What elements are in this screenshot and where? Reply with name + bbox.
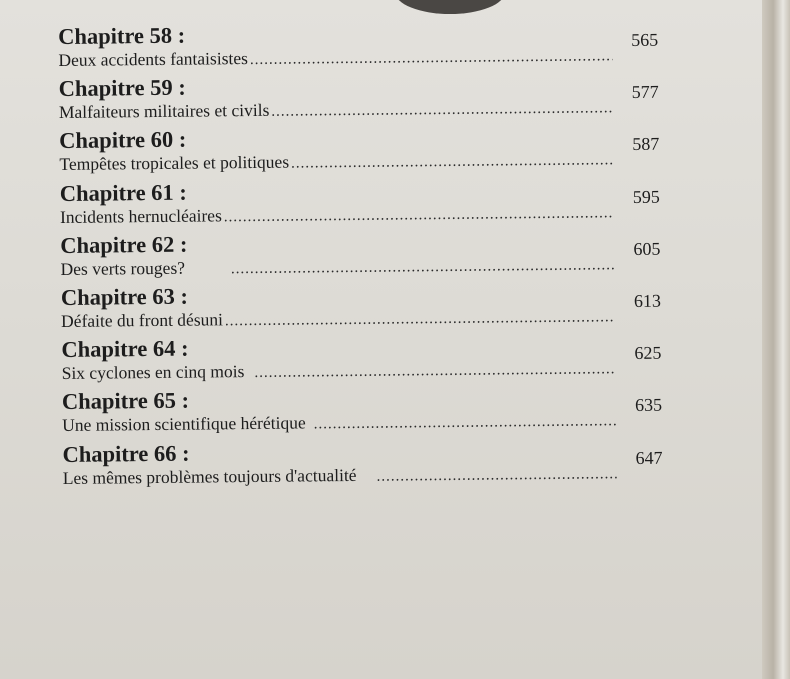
chapter-title: Malfaiteurs militaires et civils — [58, 99, 270, 123]
page-number: 587 — [632, 134, 660, 155]
chapter-label: Chapitre 64 : — [61, 335, 189, 363]
toc-entry — [61, 279, 662, 337]
toc-entry — [61, 331, 662, 389]
dot-leader — [231, 255, 615, 279]
page-number: 565 — [631, 29, 659, 50]
page-number: 595 — [632, 186, 660, 207]
chapter-label: Chapitre 59 : — [58, 74, 186, 102]
dot-leader — [376, 464, 616, 487]
page-number: 605 — [633, 238, 661, 259]
toc-entry — [60, 226, 661, 284]
chapter-label: Chapitre 58 : — [58, 22, 186, 49]
toc-entry — [59, 122, 660, 180]
chapter-label: Chapitre 62 : — [60, 231, 188, 258]
chapter-title: Incidents hernucléaires — [59, 204, 222, 227]
chapter-title: Une mission scientifique hérétique — [62, 412, 306, 436]
dot-leader — [314, 411, 617, 434]
chapter-title: Les mêmes problèmes toujours d'actualité — [62, 464, 357, 488]
chapter-label: Chapitre 63 : — [60, 283, 189, 310]
page-edge — [762, 0, 790, 679]
table-of-contents — [58, 18, 663, 494]
toc-entry — [60, 174, 661, 232]
page-number: 635 — [634, 395, 663, 416]
dot-leader — [224, 203, 614, 227]
chapter-label: Chapitre 60 : — [59, 127, 187, 154]
chapter-title: Des verts rouges? — [60, 257, 186, 279]
chapter-title: Six cyclones en cinq mois — [61, 361, 245, 384]
chapter-title: Deux accidents fantaisistes — [58, 48, 249, 70]
chapter-label: Chapitre 66 : — [62, 440, 190, 467]
dot-leader — [271, 98, 613, 122]
toc-entry — [62, 383, 663, 441]
toc-entry — [58, 18, 659, 76]
page-number: 647 — [635, 447, 663, 468]
page-number: 625 — [634, 342, 662, 364]
dot-leader — [250, 46, 613, 70]
dot-leader — [225, 307, 615, 331]
dot-leader — [254, 359, 615, 383]
toc-entry — [59, 70, 660, 128]
chapter-title: Défaite du front désuni — [61, 309, 224, 331]
chapter-label: Chapitre 61 : — [59, 179, 187, 206]
chapter-title: Tempêtes tropicales et politiques — [59, 151, 290, 175]
page-number: 613 — [633, 290, 662, 311]
chapter-label: Chapitre 65 : — [61, 387, 190, 415]
page-number: 577 — [631, 81, 659, 103]
dot-leader — [291, 151, 614, 174]
toc-entry — [62, 435, 663, 493]
